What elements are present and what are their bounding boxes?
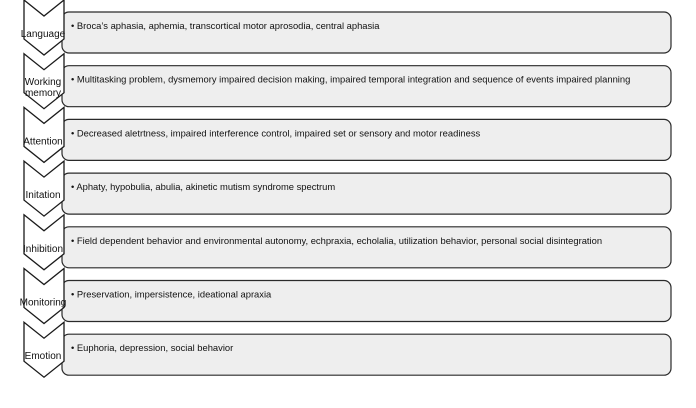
description-text: • Euphoria, depression, social behavior <box>71 342 234 354</box>
chevron-shape <box>24 0 64 55</box>
chevron-label: Monitoring <box>19 297 67 309</box>
description-box <box>62 281 671 322</box>
description-box <box>62 173 671 214</box>
description-box <box>62 334 671 375</box>
chevron-shape <box>24 215 64 270</box>
chevron-shape <box>24 107 64 162</box>
description-box <box>62 66 671 107</box>
chevron-shape <box>24 269 64 324</box>
description-box <box>62 119 671 160</box>
description-text: • Aphaty, hypobulia, abulia, akinetic mutism syndrome spectrum <box>71 181 336 193</box>
chevron-label: Inhibition <box>22 243 64 255</box>
chevron-label: Emotion <box>24 351 62 363</box>
chevron-label: Working <box>24 77 62 89</box>
description-box <box>62 12 671 53</box>
description-text: • Field dependent behavior and environmental autonomy, echpraxia, echolalia, utilization behavior, personal social disintegration <box>71 234 603 246</box>
chevron-label: memory <box>24 88 62 100</box>
description-text: • Broca’s aphasia, aphemia, transcortical motor aprosodia, central aphasia <box>71 20 380 31</box>
description-box <box>62 227 671 268</box>
description-text: • Decreased aletrtness, impaired interference control, impaired set or sensory and motor readiness <box>71 127 481 139</box>
chevron-column <box>20 0 67 377</box>
chevron-shape <box>24 322 64 377</box>
chevron-label: Attention <box>23 136 63 148</box>
description-boxes <box>62 12 671 375</box>
description-text: • Preservation, impersistence, ideational apraxia <box>71 288 272 300</box>
description-text: • Multitasking problem, dysmemory impaired decision making, impaired temporal integration and sequence of events impaired planning <box>71 73 631 85</box>
chevron-label: Language <box>20 29 66 40</box>
chevron-label: Initation <box>25 190 61 202</box>
chevron-shape <box>24 161 64 216</box>
